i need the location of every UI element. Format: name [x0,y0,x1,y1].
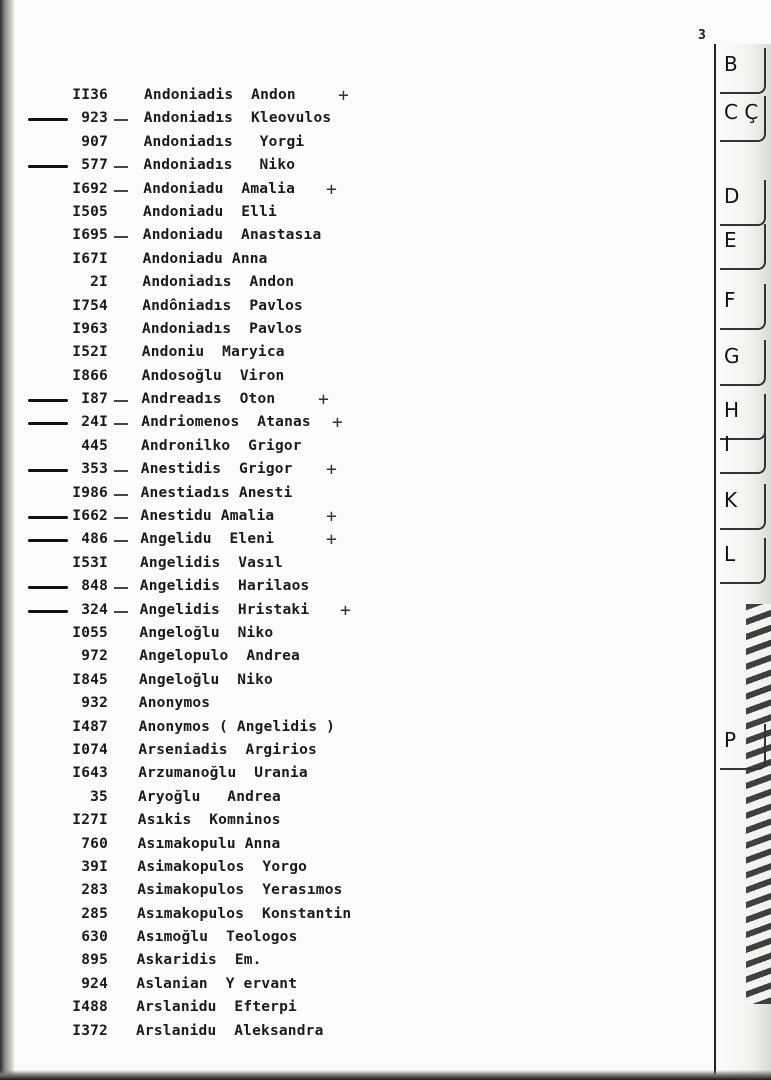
index-entry [0,271,700,294]
index-tab[interactable] [720,724,766,770]
entry-number: I055 [72,624,108,641]
entry-number: I866 [72,367,108,384]
entry-name: Andoniadu Anna [142,250,268,267]
index-entry [0,973,700,996]
index-entry [0,482,700,505]
entry-number: I845 [72,671,108,688]
index-entry [0,178,700,201]
index-entry [0,341,700,364]
entry-number: I52I [72,344,108,361]
index-tab[interactable] [720,284,766,330]
entry-number: I662 [72,508,108,525]
index-tab[interactable] [720,180,766,226]
index-entry [0,365,700,388]
entry-name: Angelidu Eleni [140,531,275,548]
entry-dash [114,611,128,613]
index-entry [0,786,700,809]
index-entry [0,154,700,177]
entry-name: Angelidis Harilaos [139,578,310,595]
index-entry [0,809,700,832]
entry-number: I986 [72,484,108,501]
index-entry [0,692,700,715]
index-entry [0,1020,700,1043]
index-entry [0,716,700,739]
entry-name: Asımoğlu Teologos [136,929,298,946]
cross-mark: + [326,506,338,528]
entry-name: Angelidis Vasıl [140,554,283,571]
index-tab-label: I [724,432,730,456]
cross-mark: + [332,412,344,434]
index-tab-label: F [724,288,736,312]
entry-number: 445 [81,437,108,454]
index-tab[interactable] [720,484,766,530]
index-entry [0,388,700,411]
index-entry [0,926,700,949]
entry-name: Andoniadu Elli [143,203,277,220]
index-entry [0,84,700,107]
entry-number: 760 [81,835,108,852]
cross-mark: + [318,389,330,411]
cross-mark: + [326,529,338,551]
entry-number: 324 [81,601,108,618]
index-entry [0,599,700,622]
page-bottom-edge [0,1070,771,1080]
entry-name: Aryoğlu Andrea [138,788,281,805]
entry-name: Anestidu Amalia [140,508,275,525]
alphabet-index-tabs [714,44,771,1080]
entry-name: Aslanian Y ervant [136,975,298,992]
index-entry [0,575,700,598]
entry-number: I963 [72,320,108,337]
entry-number: I87 [81,391,108,408]
entry-name: Andosoğlu Viron [141,367,285,384]
entry-name: Askaridis Em. [136,952,262,969]
index-tab-label: D [724,184,740,208]
index-entry [0,131,700,154]
entry-name: Andreadıs Oton [141,391,276,408]
cross-mark: + [326,178,338,200]
index-tab[interactable] [720,224,766,270]
cross-mark: + [326,459,338,481]
index-entry [0,645,700,668]
index-tab-label: K [724,488,738,512]
index-tab[interactable] [720,340,766,386]
entry-name: Arseniadis Argirios [138,741,317,758]
entry-dash [114,166,128,168]
index-entry [0,552,700,575]
index-entry [0,224,700,247]
entry-name: Angelopulo Andrea [139,648,300,665]
entry-number: I505 [72,203,108,220]
entry-name: Andoniadıs Pavlos [142,320,303,337]
entry-name: Angeloğlu Niko [139,624,274,641]
page-number: 3 [698,28,706,43]
entry-number: 895 [81,952,108,969]
entry-name: Anonymos ( Angelidis ) [138,718,336,735]
entry-number: 283 [81,882,108,899]
index-tab[interactable] [720,48,766,94]
entry-number: I643 [72,765,108,782]
entry-number: 848 [81,578,108,595]
entry-number: 285 [81,905,108,922]
entry-number: II36 [72,87,108,103]
entry-number: 24I [81,414,108,431]
entry-name: Anonymos [138,695,211,712]
entry-name: Asımakopulu Anna [137,835,281,852]
entry-name: Arzumanoğlu Urania [138,765,308,782]
entry-number: 35 [90,788,108,805]
index-entry [0,669,700,692]
index-entry [0,435,700,458]
entry-name: Anestidis Grigor [140,461,293,478]
index-entry [0,879,700,902]
entry-number: 630 [81,929,108,946]
entry-number: I372 [72,1022,108,1039]
index-entry [0,949,700,972]
index-tab-label: L [724,542,736,566]
entry-number: 932 [81,695,108,712]
entry-number: I67I [72,250,108,267]
entry-dash [114,540,128,542]
entry-name: Arslanidu Aleksandra [136,1022,324,1039]
entry-number: 923 [81,110,108,127]
entry-dash [114,236,128,238]
entry-number: I074 [72,741,108,758]
entry-number: I692 [72,180,108,197]
entry-number: I488 [72,999,108,1016]
index-tab[interactable] [720,538,766,584]
entry-dash [114,587,128,589]
index-entry [0,622,700,645]
index-list [0,84,700,1043]
entry-number: 907 [81,133,108,150]
entry-number: 39I [81,858,108,875]
entry-name: Andoniadu Anastasıa [142,227,322,244]
entry-name: Andoniadıs Yorgi [143,133,305,150]
entry-dash [114,494,128,496]
entry-name: Asimakopulos Yerasımos [137,882,343,899]
entry-number: 577 [81,157,108,174]
entry-number: 353 [81,461,108,478]
cross-mark: + [340,599,352,621]
index-tab-label: B [724,52,738,76]
entry-name: Anestiadıs Anesti [140,484,293,501]
index-tab[interactable] [720,428,766,474]
entry-number: 972 [81,648,108,665]
entry-number: I754 [72,297,108,314]
index-entry [0,528,700,551]
entry-dash [114,470,128,472]
entry-number: 2I [90,274,108,291]
entry-dash [114,119,128,121]
entry-dash [114,190,128,192]
entry-name: Asımakopulos Konstantin [137,905,352,922]
index-entry [0,996,700,1019]
index-entry [0,411,700,434]
entry-name: Angelidis Hristaki [139,601,310,618]
index-tab-label: E [724,228,737,252]
index-tab-label: G [724,344,740,368]
entry-name: Andoniadıs Niko [143,157,296,174]
entry-name: Andoniadıs Kleovulos [143,110,332,127]
entry-number: 924 [81,975,108,992]
entry-name: Asimakopulos Yorgo [137,858,308,875]
entry-number: I27I [72,812,108,829]
index-entry [0,318,700,341]
entry-name: Andôniadıs Pavlos [142,297,303,314]
entry-dash [114,423,128,425]
entry-number: I53I [72,554,108,571]
entry-name: Andoniadis Andon [144,87,296,103]
index-entry [0,295,700,318]
index-entry [0,833,700,856]
index-entry [0,248,700,271]
index-entry [0,739,700,762]
entry-name: Asıkis Komninos [137,812,281,829]
index-tab-label: C Ç [724,100,759,124]
entry-name: Arslanidu Efterpi [136,999,297,1016]
index-entry [0,201,700,224]
entry-dash [114,517,128,519]
index-tab-label: H [724,398,740,422]
index-entry [0,903,700,926]
entry-dash [114,400,128,402]
cross-mark: + [338,85,350,106]
entry-name: Angeloğlu Niko [139,671,273,688]
entry-number: 486 [81,531,108,548]
entry-number: I487 [72,718,108,735]
entry-number: I695 [72,227,108,244]
index-entry [0,505,700,528]
index-tab[interactable] [720,96,766,142]
index-entry [0,856,700,879]
entry-name: Andronilko Grigor [141,437,302,454]
entry-name: Andoniadıs Andon [142,274,295,291]
index-entry [0,762,700,785]
index-tab-label: P [724,728,737,752]
entry-name: Andoniadu Amalia [143,180,295,197]
entry-name: Andriomenos Atanas [141,414,311,431]
index-entry [0,458,700,481]
entry-name: Andoniu Maryica [141,344,285,361]
tab-edge-shading [746,604,771,1004]
index-entry [0,107,700,130]
